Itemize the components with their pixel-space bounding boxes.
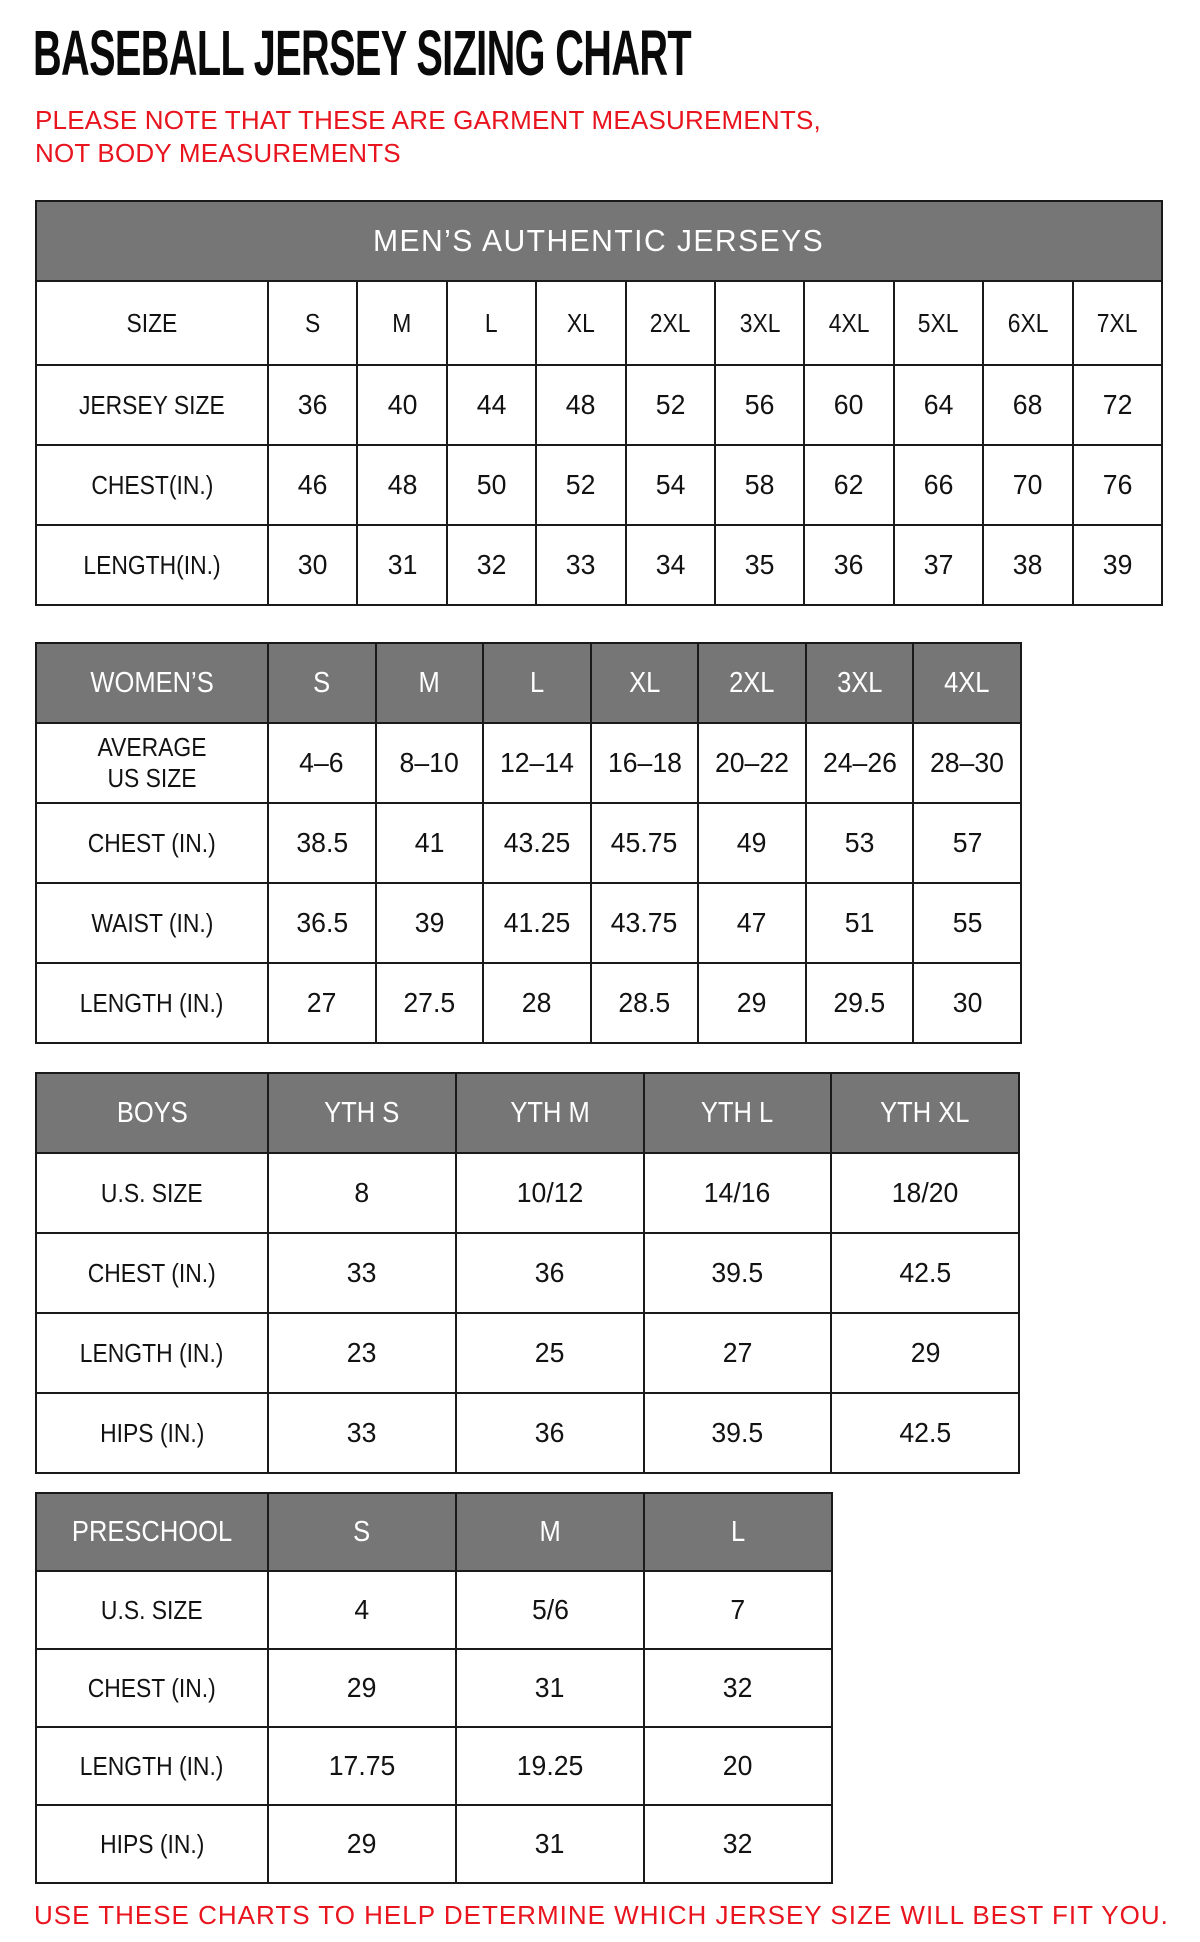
preschool-cell-3-0 bbox=[268, 1805, 456, 1883]
mens-col-header-1 bbox=[357, 281, 446, 365]
mens-col-header-9-text: 7XL bbox=[1096, 307, 1138, 338]
mens-cell-0-0-text: 36 bbox=[297, 389, 328, 421]
mens-cell-0-0 bbox=[268, 365, 357, 445]
womens-cell-2-3-text: 43.75 bbox=[611, 907, 678, 939]
boys-row-0 bbox=[36, 1153, 1019, 1233]
preschool-cell-3-2-text: 32 bbox=[723, 1828, 753, 1860]
mens-cell-1-6 bbox=[804, 445, 893, 525]
boys-header-label bbox=[36, 1073, 268, 1153]
mens-cell-0-3-text: 48 bbox=[566, 389, 596, 421]
womens-cell-0-1 bbox=[376, 723, 484, 803]
boys-row-2 bbox=[36, 1313, 1019, 1393]
womens-cell-1-5-text: 53 bbox=[844, 827, 875, 859]
mens-row-label-0 bbox=[36, 365, 268, 445]
womens-cell-3-2 bbox=[483, 963, 591, 1043]
womens-row-2 bbox=[36, 883, 1021, 963]
preschool-cell-0-2-text: 7 bbox=[730, 1594, 746, 1626]
preschool-cell-1-1-text: 31 bbox=[535, 1672, 565, 1704]
womens-cell-0-5 bbox=[806, 723, 914, 803]
womens-cell-3-5 bbox=[806, 963, 914, 1043]
preschool-sizing-table bbox=[35, 1492, 833, 1884]
boys-cell-0-0 bbox=[268, 1153, 456, 1233]
womens-col-header-5-text: 3XL bbox=[836, 666, 883, 699]
womens-row-label-3 bbox=[36, 963, 268, 1043]
preschool-cell-3-0-text: 29 bbox=[347, 1828, 377, 1860]
womens-col-header-0-text: S bbox=[313, 666, 331, 699]
boys-cell-3-1 bbox=[456, 1393, 644, 1473]
mens-col-header-2-text: L bbox=[485, 307, 498, 338]
womens-cell-1-2 bbox=[483, 803, 591, 883]
mens-cell-0-3 bbox=[536, 365, 625, 445]
mens-col-header-0 bbox=[268, 281, 357, 365]
preschool-col-header-2-text: L bbox=[730, 1515, 746, 1548]
preschool-cell-0-1 bbox=[456, 1571, 644, 1649]
mens-row-1 bbox=[36, 445, 1162, 525]
boys-cell-0-1 bbox=[456, 1153, 644, 1233]
womens-cell-3-4-text: 29 bbox=[737, 987, 767, 1019]
preschool-cell-2-1 bbox=[456, 1727, 644, 1805]
mens-col-header-8-text: 6XL bbox=[1007, 307, 1049, 338]
mens-cell-1-2-text: 50 bbox=[476, 469, 507, 501]
womens-cell-0-2 bbox=[483, 723, 591, 803]
womens-cell-2-6 bbox=[913, 883, 1021, 963]
womens-cell-0-4-text: 20–22 bbox=[715, 747, 790, 779]
womens-cell-0-6 bbox=[913, 723, 1021, 803]
preschool-cell-1-0 bbox=[268, 1649, 456, 1727]
boys-cell-1-0 bbox=[268, 1233, 456, 1313]
womens-cell-3-3 bbox=[591, 963, 699, 1043]
boys-col-header-1-text: YTH M bbox=[509, 1096, 590, 1129]
womens-row-3 bbox=[36, 963, 1021, 1043]
boys-cell-2-0 bbox=[268, 1313, 456, 1393]
womens-col-header-6-text: 4XL bbox=[944, 666, 990, 699]
womens-cell-0-0 bbox=[268, 723, 376, 803]
mens-col-header-5 bbox=[715, 281, 804, 365]
womens-header-label bbox=[36, 643, 268, 723]
mens-cell-1-1 bbox=[357, 445, 446, 525]
boys-cell-1-2-text: 39.5 bbox=[711, 1257, 764, 1289]
womens-cell-0-3-text: 16–18 bbox=[607, 747, 682, 779]
preschool-col-header-0-text: S bbox=[353, 1515, 371, 1548]
mens-cell-2-1-text: 31 bbox=[387, 549, 417, 581]
preschool-cell-2-0 bbox=[268, 1727, 456, 1805]
preschool-row-3 bbox=[36, 1805, 832, 1883]
boys-cell-0-1-text: 10/12 bbox=[516, 1177, 583, 1209]
mens-cell-1-3-text: 52 bbox=[566, 469, 596, 501]
mens-cell-2-6 bbox=[804, 525, 893, 605]
mens-col-header-3 bbox=[536, 281, 625, 365]
mens-cell-2-2-text: 32 bbox=[476, 549, 507, 581]
boys-cell-3-1-text: 36 bbox=[534, 1417, 565, 1449]
mens-row-2 bbox=[36, 525, 1162, 605]
womens-cell-2-0-text: 36.5 bbox=[295, 907, 348, 939]
mens-col-header-4 bbox=[626, 281, 715, 365]
mens-cell-2-3-text: 33 bbox=[566, 549, 596, 581]
womens-cell-3-6 bbox=[913, 963, 1021, 1043]
mens-col-header-7 bbox=[894, 281, 983, 365]
preschool-cell-3-2 bbox=[644, 1805, 832, 1883]
boys-cell-1-2 bbox=[644, 1233, 832, 1313]
boys-cell-2-0-text: 23 bbox=[347, 1337, 377, 1369]
womens-cell-2-3 bbox=[591, 883, 699, 963]
boys-col-header-3 bbox=[831, 1073, 1019, 1153]
boys-cell-2-3 bbox=[831, 1313, 1019, 1393]
womens-cell-1-1-text: 41 bbox=[414, 827, 445, 859]
boys-cell-1-3 bbox=[831, 1233, 1019, 1313]
preschool-row-label-1 bbox=[36, 1649, 268, 1727]
womens-col-header-0 bbox=[268, 643, 376, 723]
preschool-header-row bbox=[36, 1493, 832, 1571]
preschool-row-label-3-text: HIPS (IN.) bbox=[99, 1828, 205, 1859]
mens-cell-0-1-text: 40 bbox=[387, 389, 417, 421]
mens-cell-0-6-text: 60 bbox=[834, 389, 864, 421]
mens-cell-0-9 bbox=[1073, 365, 1162, 445]
mens-col-header-1-text: M bbox=[392, 307, 412, 338]
mens-cell-0-2 bbox=[447, 365, 536, 445]
womens-row-0 bbox=[36, 723, 1021, 803]
womens-col-header-2-text: L bbox=[529, 666, 545, 699]
womens-col-header-3-text: XL bbox=[628, 666, 661, 699]
preschool-row-0 bbox=[36, 1571, 832, 1649]
boys-col-header-1 bbox=[456, 1073, 644, 1153]
preschool-cell-0-0-text: 4 bbox=[354, 1594, 370, 1626]
womens-cell-1-6-text: 57 bbox=[952, 827, 982, 859]
mens-header-label bbox=[36, 281, 268, 365]
boys-cell-1-0-text: 33 bbox=[347, 1257, 377, 1289]
boys-cell-2-1-text: 25 bbox=[534, 1337, 565, 1369]
boys-cell-2-1 bbox=[456, 1313, 644, 1393]
mens-col-header-6 bbox=[804, 281, 893, 365]
womens-cell-1-0 bbox=[268, 803, 376, 883]
mens-col-header-0-text: S bbox=[305, 307, 321, 338]
womens-cell-1-0-text: 38.5 bbox=[295, 827, 348, 859]
mens-cell-2-9-text: 39 bbox=[1102, 549, 1133, 581]
womens-row-label-1 bbox=[36, 803, 268, 883]
mens-cell-2-8-text: 38 bbox=[1013, 549, 1043, 581]
boys-col-header-2 bbox=[644, 1073, 832, 1153]
mens-cell-1-4-text: 54 bbox=[655, 469, 686, 501]
womens-cell-3-5-text: 29.5 bbox=[833, 987, 886, 1019]
mens-col-header-4-text: 2XL bbox=[649, 307, 691, 338]
womens-header-label-text: WOMEN’S bbox=[90, 666, 214, 699]
mens-cell-0-2-text: 44 bbox=[476, 389, 507, 421]
boys-cell-2-3-text: 29 bbox=[910, 1337, 940, 1369]
boys-cell-0-3 bbox=[831, 1153, 1019, 1233]
mens-cell-0-7 bbox=[894, 365, 983, 445]
mens-cell-2-3 bbox=[536, 525, 625, 605]
mens-cell-0-4-text: 52 bbox=[655, 389, 686, 421]
mens-cell-1-9 bbox=[1073, 445, 1162, 525]
boys-row-3 bbox=[36, 1393, 1019, 1473]
mens-cell-1-2 bbox=[447, 445, 536, 525]
mens-cell-2-7 bbox=[894, 525, 983, 605]
preschool-cell-3-1 bbox=[456, 1805, 644, 1883]
mens-row-label-1 bbox=[36, 445, 268, 525]
preschool-row-2 bbox=[36, 1727, 832, 1805]
mens-cell-1-4 bbox=[626, 445, 715, 525]
mens-cell-2-5 bbox=[715, 525, 804, 605]
mens-cell-2-5-text: 35 bbox=[744, 549, 775, 581]
preschool-cell-1-2-text: 32 bbox=[723, 1672, 753, 1704]
womens-cell-3-3-text: 28.5 bbox=[618, 987, 671, 1019]
preschool-row-label-0-text: U.S. SIZE bbox=[101, 1594, 203, 1625]
mens-col-header-2 bbox=[447, 281, 536, 365]
preschool-cell-2-2 bbox=[644, 1727, 832, 1805]
mens-col-header-9 bbox=[1073, 281, 1162, 365]
preschool-cell-1-1 bbox=[456, 1649, 644, 1727]
page-title-text: BASEBALL JERSEY SIZING CHART bbox=[33, 17, 692, 89]
preschool-row-1 bbox=[36, 1649, 832, 1727]
womens-cell-2-4-text: 47 bbox=[737, 907, 767, 939]
womens-cell-0-4 bbox=[698, 723, 806, 803]
womens-cell-3-1-text: 27.5 bbox=[403, 987, 456, 1019]
boys-row-1 bbox=[36, 1233, 1019, 1313]
mens-col-header-7-text: 5XL bbox=[918, 307, 959, 338]
womens-col-header-1-text: M bbox=[418, 666, 440, 699]
preschool-row-label-2-text: LENGTH (IN.) bbox=[80, 1750, 224, 1781]
womens-row-label-0 bbox=[36, 723, 268, 803]
mens-cell-1-7-text: 66 bbox=[923, 469, 954, 501]
mens-cell-1-7 bbox=[894, 445, 983, 525]
womens-cell-1-2-text: 43.25 bbox=[503, 827, 571, 859]
boys-cell-3-3-text: 42.5 bbox=[899, 1417, 952, 1449]
womens-cell-2-2 bbox=[483, 883, 591, 963]
boys-col-header-0-text: YTH S bbox=[324, 1096, 400, 1129]
womens-cell-0-2-text: 12–14 bbox=[499, 747, 574, 779]
boys-col-header-2-text: YTH L bbox=[701, 1096, 774, 1129]
garment-measurement-note: PLEASE NOTE THAT THESE ARE GARMENT MEASUREMENTS, NOT BODY MEASUREMENTS bbox=[35, 105, 821, 169]
boys-row-label-3 bbox=[36, 1393, 268, 1473]
mens-row-label-1-text: CHEST(IN.) bbox=[90, 469, 214, 500]
boys-cell-3-2-text: 39.5 bbox=[711, 1417, 764, 1449]
preschool-cell-2-1-text: 19.25 bbox=[516, 1750, 584, 1782]
preschool-row-label-3 bbox=[36, 1805, 268, 1883]
mens-cell-0-8 bbox=[983, 365, 1072, 445]
womens-cell-2-5-text: 51 bbox=[844, 907, 875, 939]
womens-cell-0-0-text: 4–6 bbox=[299, 747, 344, 779]
mens-cell-1-5 bbox=[715, 445, 804, 525]
womens-cell-1-6 bbox=[913, 803, 1021, 883]
boys-header-row bbox=[36, 1073, 1019, 1153]
womens-cell-3-1 bbox=[376, 963, 484, 1043]
mens-row-label-0-text: JERSEY SIZE bbox=[79, 389, 225, 420]
fit-advice-note: USE THESE CHARTS TO HELP DETERMINE WHICH JERSEY SIZE WILL BEST FIT YOU. bbox=[34, 1900, 1169, 1931]
womens-cell-1-4-text: 49 bbox=[737, 827, 767, 859]
preschool-cell-0-0 bbox=[268, 1571, 456, 1649]
womens-row-label-0-text: AVERAGE US SIZE bbox=[97, 732, 207, 794]
mens-cell-1-0 bbox=[268, 445, 357, 525]
preschool-header-label bbox=[36, 1493, 268, 1571]
mens-header-label-text: SIZE bbox=[126, 307, 178, 338]
mens-cell-1-6-text: 62 bbox=[834, 469, 864, 501]
preschool-cell-3-1-text: 31 bbox=[535, 1828, 565, 1860]
boys-cell-3-2 bbox=[644, 1393, 832, 1473]
page-title bbox=[33, 17, 1200, 92]
womens-cell-2-4 bbox=[698, 883, 806, 963]
boys-row-label-0-text: U.S. SIZE bbox=[101, 1177, 203, 1208]
boys-col-header-0 bbox=[268, 1073, 456, 1153]
preschool-row-label-0 bbox=[36, 1571, 268, 1649]
womens-cell-0-1-text: 8–10 bbox=[399, 747, 459, 779]
mens-col-header-8 bbox=[983, 281, 1072, 365]
mens-cell-2-1 bbox=[357, 525, 446, 605]
preschool-cell-2-0-text: 17.75 bbox=[328, 1750, 396, 1782]
mens-cell-2-8 bbox=[983, 525, 1072, 605]
mens-cell-2-4-text: 34 bbox=[655, 549, 686, 581]
womens-cell-1-3 bbox=[591, 803, 699, 883]
preschool-col-header-1 bbox=[456, 1493, 644, 1571]
boys-cell-3-3 bbox=[831, 1393, 1019, 1473]
womens-cell-2-0 bbox=[268, 883, 376, 963]
preschool-cell-2-2-text: 20 bbox=[723, 1750, 753, 1782]
womens-col-header-4-text: 2XL bbox=[729, 666, 775, 699]
womens-cell-1-3-text: 45.75 bbox=[611, 827, 678, 859]
boys-cell-0-3-text: 18/20 bbox=[891, 1177, 959, 1209]
mens-sizing-table bbox=[35, 200, 1163, 606]
mens-cell-2-2 bbox=[447, 525, 536, 605]
mens-cell-0-4 bbox=[626, 365, 715, 445]
womens-col-header-3 bbox=[591, 643, 699, 723]
mens-cell-0-1 bbox=[357, 365, 446, 445]
womens-row-label-2-text: WAIST (IN.) bbox=[90, 907, 214, 938]
boys-sizing-table bbox=[35, 1072, 1020, 1474]
mens-row-label-2 bbox=[36, 525, 268, 605]
boys-cell-3-0 bbox=[268, 1393, 456, 1473]
mens-cell-2-9 bbox=[1073, 525, 1162, 605]
boys-row-label-0 bbox=[36, 1153, 268, 1233]
boys-row-label-1-text: CHEST (IN.) bbox=[88, 1257, 216, 1288]
mens-cell-1-8-text: 70 bbox=[1013, 469, 1043, 501]
womens-cell-1-1 bbox=[376, 803, 484, 883]
womens-col-header-1 bbox=[376, 643, 484, 723]
preschool-cell-1-0-text: 29 bbox=[347, 1672, 377, 1704]
womens-row-1 bbox=[36, 803, 1021, 883]
mens-cell-1-5-text: 58 bbox=[744, 469, 775, 501]
mens-banner bbox=[36, 201, 1162, 281]
womens-cell-1-4 bbox=[698, 803, 806, 883]
mens-cell-1-8 bbox=[983, 445, 1072, 525]
womens-cell-0-3 bbox=[591, 723, 699, 803]
boys-cell-3-0-text: 33 bbox=[347, 1417, 377, 1449]
preschool-cell-0-1-text: 5/6 bbox=[531, 1594, 569, 1626]
mens-cell-0-9-text: 72 bbox=[1102, 389, 1133, 421]
mens-cell-2-6-text: 36 bbox=[834, 549, 864, 581]
womens-col-header-5 bbox=[806, 643, 914, 723]
boys-row-label-1 bbox=[36, 1233, 268, 1313]
womens-cell-3-4 bbox=[698, 963, 806, 1043]
boys-cell-0-2-text: 14/16 bbox=[704, 1177, 771, 1209]
mens-cell-2-0-text: 30 bbox=[297, 549, 328, 581]
womens-cell-3-0-text: 27 bbox=[306, 987, 337, 1019]
preschool-cell-0-2 bbox=[644, 1571, 832, 1649]
womens-row-label-2 bbox=[36, 883, 268, 963]
boys-cell-1-1 bbox=[456, 1233, 644, 1313]
boys-cell-1-1-text: 36 bbox=[534, 1257, 565, 1289]
womens-header-row bbox=[36, 643, 1021, 723]
womens-cell-3-6-text: 30 bbox=[952, 987, 982, 1019]
boys-row-label-2 bbox=[36, 1313, 268, 1393]
mens-col-header-5-text: 3XL bbox=[739, 307, 781, 338]
mens-col-header-6-text: 4XL bbox=[828, 307, 870, 338]
womens-row-label-3-text: LENGTH (IN.) bbox=[80, 987, 224, 1018]
preschool-col-header-2 bbox=[644, 1493, 832, 1571]
preschool-header-label-text: PRESCHOOL bbox=[71, 1515, 233, 1548]
mens-cell-1-9-text: 76 bbox=[1102, 469, 1133, 501]
womens-cell-0-5-text: 24–26 bbox=[822, 747, 897, 779]
boys-cell-2-2-text: 27 bbox=[722, 1337, 753, 1369]
womens-sizing-table bbox=[35, 642, 1022, 1044]
preschool-col-header-1-text: M bbox=[539, 1515, 561, 1548]
womens-cell-2-1-text: 39 bbox=[414, 907, 445, 939]
boys-row-label-2-text: LENGTH (IN.) bbox=[80, 1337, 224, 1368]
mens-cell-0-5 bbox=[715, 365, 804, 445]
boys-cell-0-0-text: 8 bbox=[354, 1177, 370, 1209]
mens-cell-0-5-text: 56 bbox=[744, 389, 775, 421]
womens-col-header-2 bbox=[483, 643, 591, 723]
preschool-row-label-2 bbox=[36, 1727, 268, 1805]
mens-cell-0-6 bbox=[804, 365, 893, 445]
womens-cell-3-0 bbox=[268, 963, 376, 1043]
mens-cell-1-0-text: 46 bbox=[297, 469, 328, 501]
womens-col-header-4 bbox=[698, 643, 806, 723]
mens-col-header-3-text: XL bbox=[566, 307, 595, 338]
boys-cell-0-2 bbox=[644, 1153, 832, 1233]
womens-cell-2-5 bbox=[806, 883, 914, 963]
mens-cell-0-8-text: 68 bbox=[1013, 389, 1043, 421]
boys-row-label-3-text: HIPS (IN.) bbox=[99, 1417, 205, 1448]
preschool-row-label-1-text: CHEST (IN.) bbox=[88, 1672, 216, 1703]
mens-banner-row bbox=[36, 201, 1162, 281]
womens-cell-3-2-text: 28 bbox=[522, 987, 552, 1019]
boys-header-label-text: BOYS bbox=[116, 1096, 188, 1129]
mens-row-label-2-text: LENGTH(IN.) bbox=[83, 549, 221, 580]
mens-cell-1-1-text: 48 bbox=[387, 469, 417, 501]
preschool-cell-1-2 bbox=[644, 1649, 832, 1727]
mens-cell-2-0 bbox=[268, 525, 357, 605]
womens-cell-2-6-text: 55 bbox=[952, 907, 982, 939]
mens-cell-2-7-text: 37 bbox=[923, 549, 954, 581]
mens-cell-2-4 bbox=[626, 525, 715, 605]
preschool-col-header-0 bbox=[268, 1493, 456, 1571]
mens-row-0 bbox=[36, 365, 1162, 445]
boys-col-header-3-text: YTH XL bbox=[880, 1096, 970, 1129]
mens-banner-text: MEN’S AUTHENTIC JERSEYS bbox=[373, 223, 825, 259]
womens-cell-0-6-text: 28–30 bbox=[930, 747, 1005, 779]
boys-cell-2-2 bbox=[644, 1313, 832, 1393]
womens-col-header-6 bbox=[913, 643, 1021, 723]
womens-cell-2-1 bbox=[376, 883, 484, 963]
mens-cell-1-3 bbox=[536, 445, 625, 525]
boys-cell-1-3-text: 42.5 bbox=[899, 1257, 952, 1289]
womens-row-label-1-text: CHEST (IN.) bbox=[88, 827, 216, 858]
womens-cell-2-2-text: 41.25 bbox=[503, 907, 571, 939]
mens-header-row bbox=[36, 281, 1162, 365]
mens-cell-0-7-text: 64 bbox=[923, 389, 954, 421]
womens-cell-1-5 bbox=[806, 803, 914, 883]
